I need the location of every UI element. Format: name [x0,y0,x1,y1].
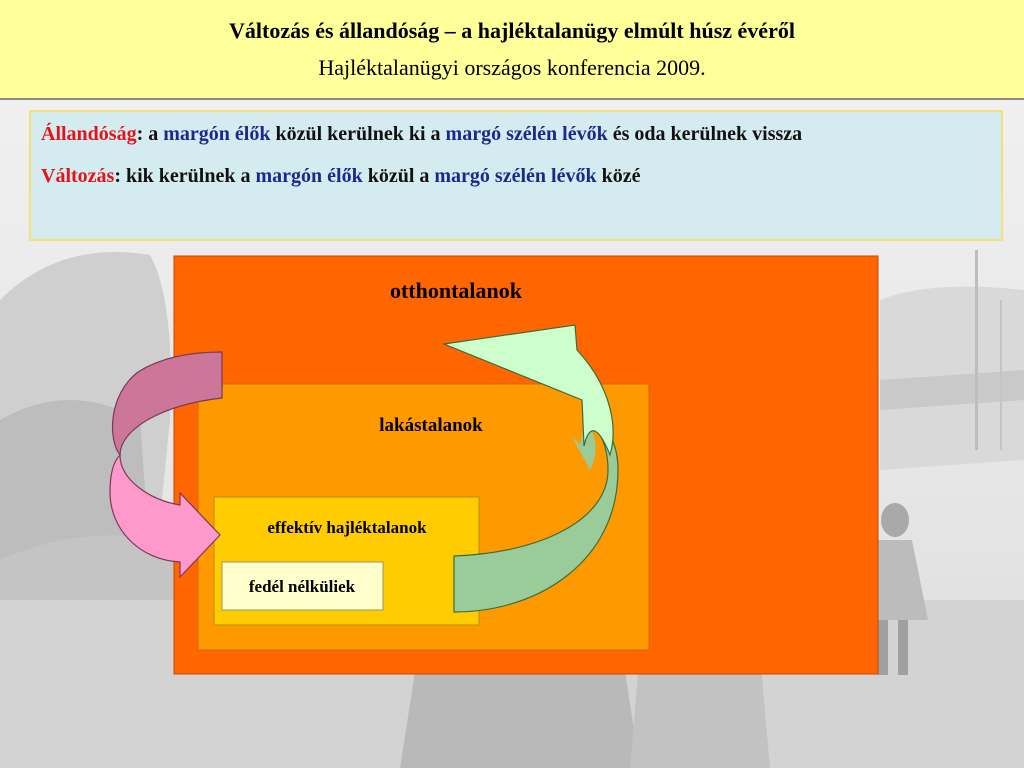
text: a [143,123,164,145]
text: és oda kerülnek vissza [607,123,803,145]
outer-label: otthontalanok [389,278,523,303]
slide-subtitle: Hajléktalanügyi országos konferencia 2009. [318,55,706,80]
text: kik kerülnek a [121,165,256,187]
term-valtozas: Változás [41,165,115,187]
slide-title: Változás és állandóság – a hajléktalanügy elmúlt húsz évéről [229,18,795,43]
middle-label: lakástalanok [379,415,483,436]
innermost-label: fedél nélküliek [248,577,356,596]
text: közül a [362,165,435,187]
term-allandosag: Állandóság [41,123,137,145]
text: közül kerülnek ki a [270,123,446,145]
inner-label: effektív hajléktalanok [267,518,427,537]
colon: : [136,123,144,145]
text: közé [596,165,641,187]
colon: : [114,165,121,187]
emphasis-margon-elok: margón élők [255,165,363,187]
emphasis-margon-elok: margón élők [163,123,271,145]
emphasis-margo-szelen-levok: margó szélén lévők [434,165,597,187]
emphasis-margo-szelen-levok: margó szélén lévők [445,123,608,145]
